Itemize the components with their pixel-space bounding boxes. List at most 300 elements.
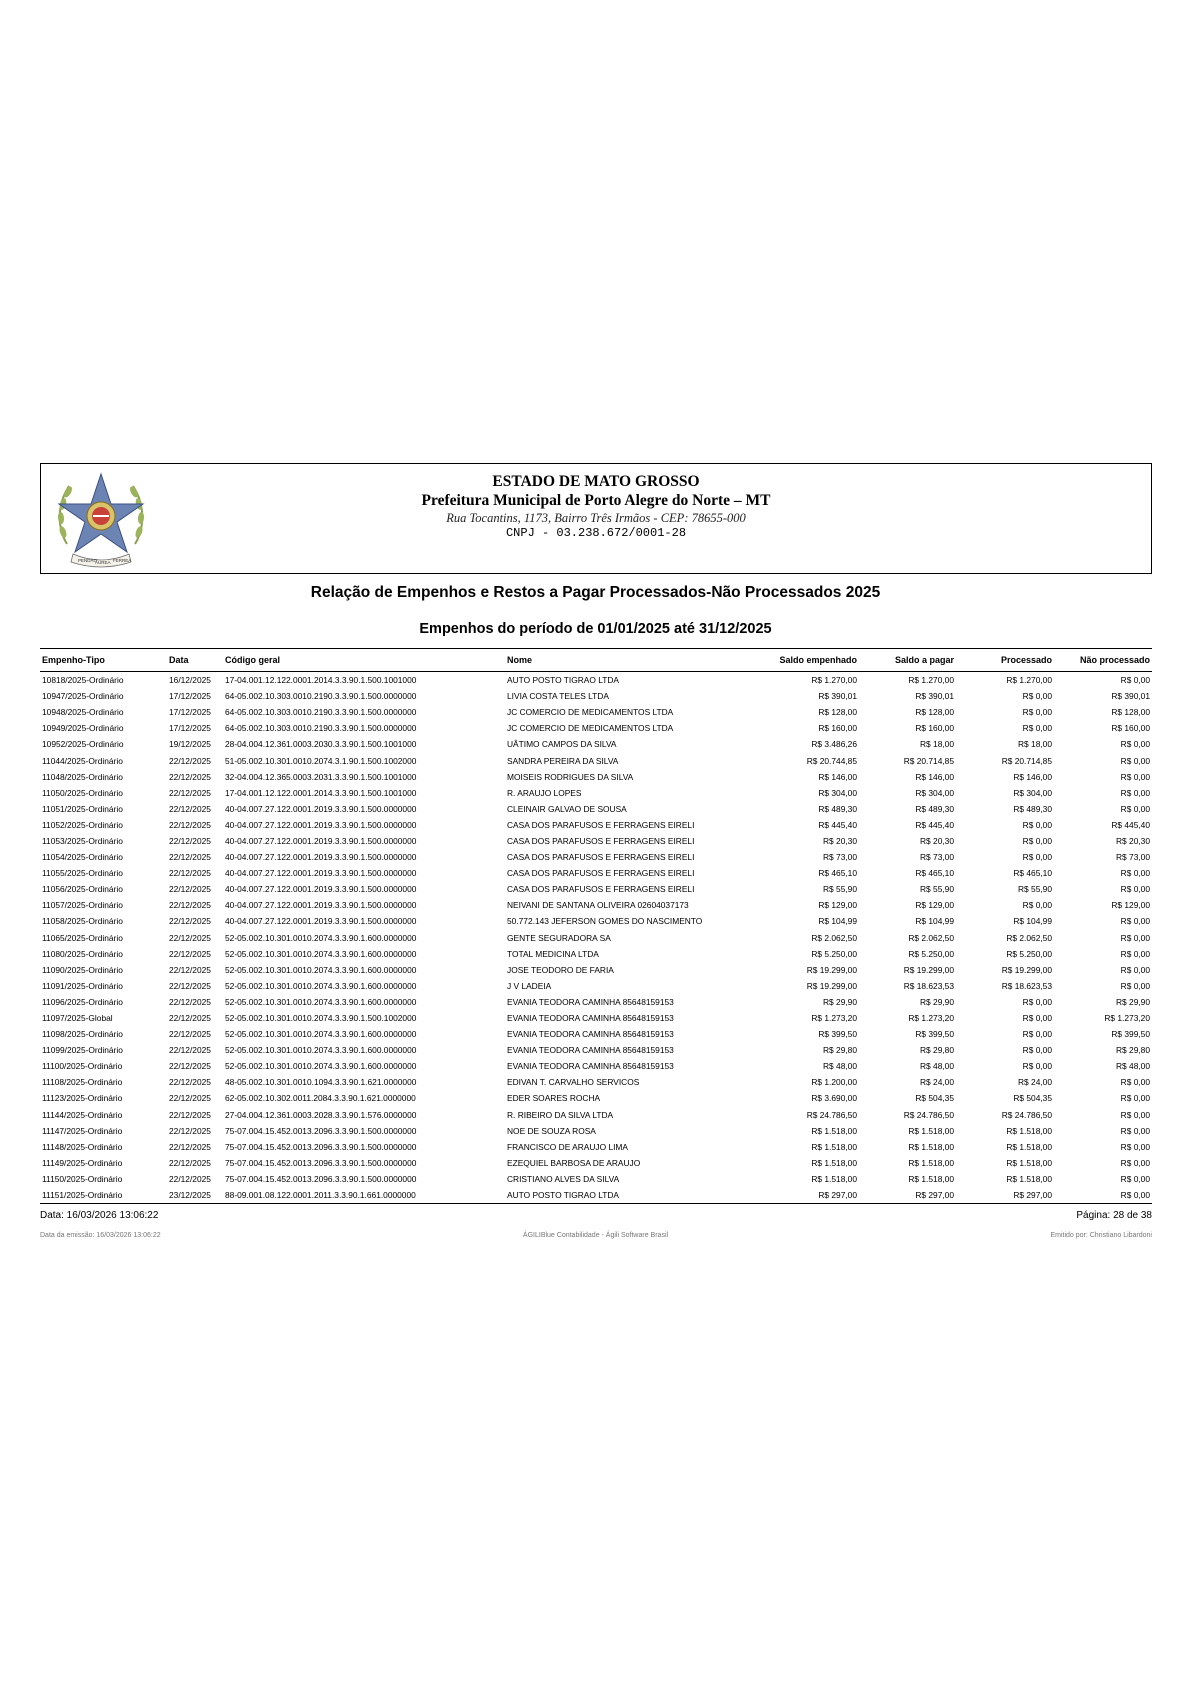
cell-nao-processado: R$ 0,00	[1120, 1093, 1150, 1104]
cell-saldo-empenhado: R$ 465,10	[818, 868, 857, 879]
table-row	[40, 704, 1152, 720]
cell-codigo-geral: 52-05.002.10.301.0010.2074.3.3.90.1.600.0000000	[225, 1029, 417, 1040]
cell-processado: R$ 489,30	[1013, 803, 1052, 814]
table-row	[40, 1026, 1152, 1042]
cell-nome: CASA DOS PARAFUSOS E FERRAGENS EIRELI	[507, 868, 695, 879]
cell-data: 22/12/2025	[169, 900, 211, 911]
cell-saldo-empenhado: R$ 129,00	[818, 900, 857, 911]
cell-data: 22/12/2025	[169, 1013, 211, 1024]
cell-nao-processado: R$ 0,00	[1120, 675, 1150, 686]
cell-saldo-a-pagar: R$ 20.714,85	[903, 755, 954, 766]
cell-nao-processado: R$ 0,00	[1120, 1125, 1150, 1136]
issued-by: Emitido por: Christiano Libardoni	[1050, 1232, 1152, 1239]
cell-codigo-geral: 52-05.002.10.301.0010.2074.3.3.90.1.600.0000000	[225, 964, 417, 975]
cell-nao-processado: R$ 29,90	[1116, 996, 1150, 1007]
cell-codigo-geral: 40-04.007.27.122.0001.2019.3.3.90.1.500.0000000	[225, 900, 417, 911]
cell-codigo-geral: 88-09.001.08.122.0001.2011.3.3.90.1.661.0000000	[223, 1187, 505, 1204]
cell-saldo-a-pagar: R$ 19.299,00	[903, 964, 954, 975]
cell-saldo-empenhado: R$ 2.062,50	[811, 932, 857, 943]
table-row	[40, 994, 1152, 1010]
cell-codigo-geral: 75-07.004.15.452.0013.2096.3.3.90.1.500.0000000	[225, 1141, 417, 1152]
cell-saldo-a-pagar: R$ 104,99	[915, 916, 954, 927]
cell-saldo-a-pagar: R$ 5.250,00	[908, 948, 954, 959]
col-header-codigo-geral: Código geral	[223, 649, 505, 672]
cell-saldo-empenhado: R$ 19.299,00	[806, 980, 857, 991]
table-row	[40, 1107, 1152, 1123]
cell-empenho-tipo: 11123/2025-Ordinário	[42, 1093, 123, 1104]
cell-data: 22/12/2025	[169, 1109, 211, 1120]
cell-processado: R$ 297,00	[956, 1187, 1054, 1204]
table-row	[40, 1042, 1152, 1058]
cell-saldo-empenhado: R$ 1.518,00	[811, 1141, 857, 1152]
cell-empenho-tipo: 11057/2025-Ordinário	[42, 900, 123, 911]
cell-empenho-tipo: 10818/2025-Ordinário	[42, 675, 124, 686]
cell-saldo-empenhado: R$ 1.518,00	[811, 1157, 857, 1168]
col-header-saldo-empenhado: Saldo empenhado	[755, 649, 859, 672]
cell-saldo-a-pagar: R$ 18.623,53	[903, 980, 954, 991]
cell-saldo-empenhado: R$ 297,00	[755, 1187, 859, 1204]
cell-codigo-geral: 52-05.002.10.301.0010.2074.3.3.90.1.500.1002000	[225, 1013, 417, 1024]
cell-codigo-geral: 75-07.004.15.452.0013.2096.3.3.90.1.500.0000000	[225, 1157, 417, 1168]
cell-saldo-a-pagar: R$ 18,00	[920, 739, 954, 750]
cell-nome: SANDRA PEREIRA DA SILVA	[507, 755, 619, 766]
cell-codigo-geral: 62-05.002.10.302.0011.2084.3.3.90.1.621.0000000	[225, 1093, 416, 1104]
cell-nome: CASA DOS PARAFUSOS E FERRAGENS EIRELI	[507, 819, 695, 830]
cell-data: 19/12/2025	[169, 739, 211, 750]
cell-nome: R. RIBEIRO DA SILVA LTDA	[507, 1109, 614, 1120]
cell-codigo-geral: 28-04.004.12.361.0003.2030.3.3.90.1.500.1001000	[225, 739, 417, 750]
cell-saldo-a-pagar: R$ 146,00	[915, 771, 954, 782]
cell-processado: R$ 18.623,53	[1001, 980, 1052, 991]
cell-saldo-empenhado: R$ 390,01	[818, 691, 857, 702]
cell-nao-processado: R$ 20,30	[1116, 835, 1150, 846]
cell-codigo-geral: 52-05.002.10.301.0010.2074.3.3.90.1.600.0000000	[225, 948, 417, 959]
cell-nome: FRANCISCO DE ARAUJO LIMA	[507, 1141, 628, 1152]
cell-nao-processado: R$ 0,00	[1054, 1187, 1152, 1204]
cell-data: 22/12/2025	[169, 852, 211, 863]
cell-nao-processado: R$ 0,00	[1120, 739, 1150, 750]
cell-nao-processado: R$ 0,00	[1120, 1173, 1150, 1184]
cell-processado: R$ 1.518,00	[1006, 1157, 1052, 1168]
cell-nome: EVANIA TEODORA CAMINHA 85648159153	[507, 1029, 674, 1040]
cell-empenho-tipo: 11096/2025-Ordinário	[42, 996, 123, 1007]
cell-nao-processado: R$ 0,00	[1120, 916, 1150, 927]
cell-codigo-geral: 52-05.002.10.301.0010.2074.3.3.90.1.600.0000000	[225, 932, 417, 943]
cell-empenho-tipo: 11091/2025-Ordinário	[42, 980, 123, 991]
cell-codigo-geral: 40-04.007.27.122.0001.2019.3.3.90.1.500.0000000	[225, 916, 417, 927]
cell-empenho-tipo: 11080/2025-Ordinário	[42, 948, 123, 959]
cell-nao-processado: R$ 0,00	[1120, 787, 1150, 798]
cell-nao-processado: R$ 0,00	[1120, 964, 1150, 975]
table-header-row	[40, 649, 1152, 672]
cell-saldo-empenhado: R$ 104,99	[818, 916, 857, 927]
cell-nome: EVANIA TEODORA CAMINHA 85648159153	[507, 996, 674, 1007]
cell-empenho-tipo: 11098/2025-Ordinário	[42, 1029, 123, 1040]
emission-date: Data da emissão: 16/03/2026 13:06:22	[40, 1232, 161, 1239]
cell-processado: R$ 24.786,50	[1001, 1109, 1052, 1120]
cell-codigo-geral: 17-04.001.12.122.0001.2014.3.3.90.1.500.1001000	[225, 787, 417, 798]
cell-nao-processado: R$ 48,00	[1116, 1061, 1150, 1072]
prefecture-cnpj: CNPJ - 03.238.672/0001-28	[505, 526, 687, 540]
table-row	[40, 1010, 1152, 1026]
cell-data: 22/12/2025	[169, 787, 211, 798]
table-row	[40, 1187, 1152, 1204]
cell-data: 22/12/2025	[169, 948, 211, 959]
col-header-saldo-a-pagar: Saldo a pagar	[859, 649, 956, 672]
cell-data: 23/12/2025	[167, 1187, 223, 1204]
cell-data: 22/12/2025	[169, 932, 211, 943]
footer-date: Data: 16/03/2026 13:06:22	[40, 1210, 159, 1221]
cell-nome: 50.772.143 JEFERSON GOMES DO NASCIMENTO	[507, 916, 703, 927]
cell-nao-processado: R$ 0,00	[1120, 771, 1150, 782]
cell-nao-processado: R$ 1.273,20	[1104, 1013, 1150, 1024]
cell-empenho-tipo: 11144/2025-Ordinário	[42, 1109, 123, 1120]
table-row	[40, 785, 1152, 801]
cell-codigo-geral: 17-04.001.12.122.0001.2014.3.3.90.1.500.1001000	[225, 675, 417, 686]
table-row	[40, 1123, 1152, 1139]
svg-text:PENDÃO: PENDÃO	[78, 558, 98, 563]
cell-processado: R$ 0,00	[1022, 723, 1052, 734]
cell-data: 22/12/2025	[169, 1141, 211, 1152]
table-row	[40, 1139, 1152, 1155]
cell-codigo-geral: 64-05.002.10.303.0010.2190.3.3.90.1.500.0000000	[225, 691, 417, 702]
cell-processado: R$ 19.299,00	[1001, 964, 1052, 975]
cell-empenho-tipo: 11054/2025-Ordinário	[42, 852, 123, 863]
cell-codigo-geral: 75-07.004.15.452.0013.2096.3.3.90.1.500.0000000	[225, 1125, 417, 1136]
cell-processado: R$ 0,00	[1022, 1013, 1052, 1024]
table-row	[40, 849, 1152, 865]
table-row	[40, 897, 1152, 913]
table-row	[40, 817, 1152, 833]
empenhos-table	[40, 648, 1152, 1204]
cell-saldo-a-pagar: R$ 1.270,00	[908, 675, 954, 686]
cell-saldo-a-pagar: R$ 489,30	[915, 803, 954, 814]
cell-saldo-a-pagar: R$ 304,00	[915, 787, 954, 798]
state-name: ESTADO DE MATO GROSSO	[492, 473, 700, 490]
cell-empenho-tipo: 10947/2025-Ordinário	[42, 691, 124, 702]
table-row	[40, 978, 1152, 994]
cell-saldo-a-pagar: R$ 24.786,50	[903, 1109, 954, 1120]
cell-processado: R$ 20.714,85	[1001, 755, 1052, 766]
cell-data: 17/12/2025	[169, 707, 211, 718]
cell-codigo-geral: 52-05.002.10.301.0010.2074.3.3.90.1.600.0000000	[225, 1045, 417, 1056]
cell-processado: R$ 504,35	[1013, 1093, 1052, 1104]
cell-nome: EVANIA TEODORA CAMINHA 85648159153	[507, 1061, 674, 1072]
cell-empenho-tipo: 11051/2025-Ordinário	[42, 803, 123, 814]
cell-saldo-a-pagar: R$ 129,00	[915, 900, 954, 911]
table-row	[40, 720, 1152, 736]
cell-empenho-tipo: 11147/2025-Ordinário	[42, 1125, 123, 1136]
cell-nome: CASA DOS PARAFUSOS E FERRAGENS EIRELI	[507, 884, 695, 895]
cell-saldo-empenhado: R$ 19.299,00	[806, 964, 857, 975]
cell-empenho-tipo: 11044/2025-Ordinário	[42, 755, 123, 766]
cell-data: 22/12/2025	[169, 1045, 211, 1056]
cell-saldo-empenhado: R$ 1.200,00	[811, 1077, 857, 1088]
cell-saldo-a-pagar: R$ 160,00	[915, 723, 954, 734]
cell-saldo-empenhado: R$ 1.518,00	[811, 1125, 857, 1136]
cell-saldo-empenhado: R$ 1.518,00	[811, 1173, 857, 1184]
col-header-processado: Processado	[956, 649, 1054, 672]
cell-empenho-tipo: 11099/2025-Ordinário	[42, 1045, 123, 1056]
software-credit: ÁGILIBlue Contabilidade - Ágili Software Brasil	[522, 1232, 669, 1239]
table-row	[40, 833, 1152, 849]
cell-nome: JC COMERCIO DE MEDICAMENTOS LTDA	[507, 707, 674, 718]
cell-empenho-tipo: 11100/2025-Ordinário	[42, 1061, 123, 1072]
cell-empenho-tipo: 11052/2025-Ordinário	[42, 819, 123, 830]
cell-data: 22/12/2025	[169, 1029, 211, 1040]
table-row	[40, 1074, 1152, 1090]
cell-saldo-a-pagar: R$ 445,40	[915, 819, 954, 830]
cell-nome: TOTAL MEDICINA LTDA	[507, 948, 599, 959]
table-row	[40, 736, 1152, 752]
cell-nao-processado: R$ 160,00	[1111, 723, 1150, 734]
cell-nome: CASA DOS PARAFUSOS E FERRAGENS EIRELI	[507, 835, 695, 846]
cell-nao-processado: R$ 129,00	[1111, 900, 1150, 911]
cell-processado: R$ 2.062,50	[1006, 932, 1052, 943]
cell-nao-processado: R$ 0,00	[1120, 884, 1150, 895]
cell-processado: R$ 1.518,00	[1006, 1141, 1052, 1152]
cell-saldo-empenhado: R$ 1.273,20	[811, 1013, 857, 1024]
cell-data: 22/12/2025	[169, 884, 211, 895]
cell-processado: R$ 0,00	[1022, 1029, 1052, 1040]
cell-nome: J V LADEIA	[507, 980, 552, 991]
cell-nome: NEIVANI DE SANTANA OLIVEIRA 02604037173	[507, 900, 689, 911]
svg-text:ÁUREA: ÁUREA	[95, 560, 111, 565]
cell-empenho-tipo: 11151/2025-Ordinário	[40, 1187, 167, 1204]
cell-saldo-a-pagar: R$ 24,00	[920, 1077, 954, 1088]
cell-saldo-empenhado: R$ 445,40	[818, 819, 857, 830]
cell-saldo-empenhado: R$ 3.486,26	[811, 739, 857, 750]
cell-codigo-geral: 52-05.002.10.301.0010.2074.3.3.90.1.600.0000000	[225, 996, 417, 1007]
cell-nao-processado: R$ 0,00	[1120, 868, 1150, 879]
cell-data: 22/12/2025	[169, 1093, 211, 1104]
col-header-data: Data	[167, 649, 223, 672]
cell-saldo-a-pagar: R$ 465,10	[915, 868, 954, 879]
cell-empenho-tipo: 11055/2025-Ordinário	[42, 868, 123, 879]
cell-processado: R$ 304,00	[1013, 787, 1052, 798]
cell-data: 22/12/2025	[169, 803, 211, 814]
cell-saldo-a-pagar: R$ 29,80	[920, 1045, 954, 1056]
cell-nao-processado: R$ 0,00	[1120, 1157, 1150, 1168]
cell-empenho-tipo: 11048/2025-Ordinário	[42, 771, 123, 782]
cell-processado: R$ 0,00	[1022, 691, 1052, 702]
cell-saldo-a-pagar: R$ 1.518,00	[908, 1173, 954, 1184]
cell-empenho-tipo: 11097/2025-Global	[42, 1013, 113, 1024]
cell-data: 17/12/2025	[169, 691, 211, 702]
table-row	[40, 769, 1152, 785]
cell-empenho-tipo: 10948/2025-Ordinário	[42, 707, 124, 718]
cell-data: 22/12/2025	[169, 755, 211, 766]
cell-saldo-a-pagar: R$ 55,90	[920, 884, 954, 895]
cell-saldo-empenhado: R$ 489,30	[818, 803, 857, 814]
prefecture-address: Rua Tocantins, 1173, Bairro Três Irmãos - CEP: 78655-000	[446, 511, 746, 525]
cell-nome: UÂTIMO CAMPOS DA SILVA	[507, 739, 617, 750]
table-row	[40, 752, 1152, 768]
col-header-nome: Nome	[505, 649, 755, 672]
cell-empenho-tipo: 11058/2025-Ordinário	[42, 916, 123, 927]
cell-saldo-empenhado: R$ 29,90	[823, 996, 857, 1007]
cell-codigo-geral: 40-04.007.27.122.0001.2019.3.3.90.1.500.0000000	[225, 819, 417, 830]
cell-nao-processado: R$ 0,00	[1120, 1077, 1150, 1088]
cell-saldo-a-pagar: R$ 1.518,00	[908, 1141, 954, 1152]
cell-processado: R$ 104,99	[1013, 916, 1052, 927]
table-row	[40, 1090, 1152, 1106]
cell-processado: R$ 146,00	[1013, 771, 1052, 782]
cell-nao-processado: R$ 0,00	[1120, 980, 1150, 991]
cell-saldo-a-pagar: R$ 399,50	[915, 1029, 954, 1040]
cell-codigo-geral: 27-04.004.12.361.0003.2028.3.3.90.1.576.0000000	[225, 1109, 417, 1120]
cell-saldo-empenhado: R$ 399,50	[818, 1029, 857, 1040]
cell-processado: R$ 18,00	[1018, 739, 1052, 750]
cell-processado: R$ 24,00	[1018, 1077, 1052, 1088]
cell-codigo-geral: 32-04.004.12.365.0003.2031.3.3.90.1.500.1001000	[225, 771, 417, 782]
cell-saldo-empenhado: R$ 29,80	[823, 1045, 857, 1056]
report-period: Empenhos do período de 01/01/2025 até 31/12/2025	[419, 621, 772, 637]
cell-saldo-empenhado: R$ 3.690,00	[811, 1093, 857, 1104]
cell-processado: R$ 55,90	[1018, 884, 1052, 895]
cell-data: 22/12/2025	[169, 980, 211, 991]
cell-saldo-empenhado: R$ 128,00	[818, 707, 857, 718]
cell-nao-processado: R$ 0,00	[1120, 755, 1150, 766]
cell-codigo-geral: 40-04.007.27.122.0001.2019.3.3.90.1.500.0000000	[225, 803, 417, 814]
cell-nome: CRISTIANO ALVES DA SILVA	[507, 1173, 620, 1184]
cell-nome: CASA DOS PARAFUSOS E FERRAGENS EIRELI	[507, 852, 695, 863]
cell-empenho-tipo: 10952/2025-Ordinário	[42, 739, 124, 750]
table-row	[40, 688, 1152, 704]
cell-saldo-a-pagar: R$ 73,00	[920, 852, 954, 863]
cell-empenho-tipo: 11065/2025-Ordinário	[42, 932, 123, 943]
cell-saldo-a-pagar: R$ 504,35	[915, 1093, 954, 1104]
cell-saldo-a-pagar: R$ 29,90	[920, 996, 954, 1007]
cell-saldo-a-pagar: R$ 48,00	[920, 1061, 954, 1072]
cell-codigo-geral: 40-04.007.27.122.0001.2019.3.3.90.1.500.0000000	[225, 868, 417, 879]
cell-empenho-tipo: 11108/2025-Ordinário	[42, 1077, 123, 1088]
cell-processado: R$ 1.518,00	[1006, 1125, 1052, 1136]
cell-data: 22/12/2025	[169, 771, 211, 782]
cell-nao-processado: R$ 128,00	[1111, 707, 1150, 718]
cell-processado: R$ 0,00	[1022, 1061, 1052, 1072]
cell-saldo-empenhado: R$ 5.250,00	[811, 948, 857, 959]
cell-processado: R$ 0,00	[1022, 835, 1052, 846]
cell-data: 22/12/2025	[169, 996, 211, 1007]
cell-codigo-geral: 40-04.007.27.122.0001.2019.3.3.90.1.500.0000000	[225, 884, 417, 895]
cell-processado: R$ 0,00	[1022, 852, 1052, 863]
prefecture-name: Prefeitura Municipal de Porto Alegre do Norte – MT	[421, 492, 771, 509]
cell-processado: R$ 0,00	[1022, 900, 1052, 911]
table-row	[40, 962, 1152, 978]
cell-empenho-tipo: 11150/2025-Ordinário	[42, 1173, 123, 1184]
cell-empenho-tipo: 11056/2025-Ordinário	[42, 884, 123, 895]
cell-data: 22/12/2025	[169, 868, 211, 879]
cell-saldo-a-pagar: R$ 128,00	[915, 707, 954, 718]
cell-nome: CLEINAIR GALVAO DE SOUSA	[507, 803, 627, 814]
cell-codigo-geral: 40-04.007.27.122.0001.2019.3.3.90.1.500.0000000	[225, 835, 417, 846]
table-row	[40, 1171, 1152, 1187]
cell-nao-processado: R$ 0,00	[1120, 948, 1150, 959]
document-header	[40, 463, 1152, 574]
cell-saldo-a-pagar: R$ 1.518,00	[908, 1157, 954, 1168]
cell-data: 16/12/2025	[169, 675, 211, 686]
cell-nome: NOE DE SOUZA ROSA	[507, 1125, 596, 1136]
cell-data: 17/12/2025	[169, 723, 211, 734]
cell-data: 22/12/2025	[169, 1077, 211, 1088]
cell-nao-processado: R$ 73,00	[1116, 852, 1150, 863]
col-header-nao-processado: Não processado	[1054, 649, 1152, 672]
cell-codigo-geral: 64-05.002.10.303.0010.2190.3.3.90.1.500.0000000	[225, 707, 417, 718]
table-row	[40, 1155, 1152, 1171]
header-text-block	[41, 472, 1151, 541]
cell-saldo-empenhado: R$ 48,00	[823, 1061, 857, 1072]
cell-saldo-empenhado: R$ 55,90	[823, 884, 857, 895]
cell-saldo-empenhado: R$ 1.270,00	[811, 675, 857, 686]
cell-nome: EVANIA TEODORA CAMINHA 85648159153	[507, 1013, 674, 1024]
cell-codigo-geral: 51-05.002.10.301.0010.2074.3.1.90.1.500.1002000	[225, 755, 417, 766]
cell-saldo-a-pagar: R$ 1.518,00	[908, 1125, 954, 1136]
cell-saldo-a-pagar: R$ 297,00	[859, 1187, 956, 1204]
cell-data: 22/12/2025	[169, 835, 211, 846]
table-row	[40, 865, 1152, 881]
report-title: Relação de Empenhos e Restos a Pagar Processados-Não Processados 2025	[310, 584, 881, 601]
cell-codigo-geral: 75-07.004.15.452.0013.2096.3.3.90.1.500.0000000	[225, 1173, 417, 1184]
cell-codigo-geral: 40-04.007.27.122.0001.2019.3.3.90.1.500.0000000	[225, 852, 417, 863]
cell-saldo-empenhado: R$ 73,00	[823, 852, 857, 863]
cell-saldo-empenhado: R$ 304,00	[818, 787, 857, 798]
cell-processado: R$ 1.270,00	[1006, 675, 1052, 686]
cell-processado: R$ 5.250,00	[1006, 948, 1052, 959]
cell-processado: R$ 0,00	[1022, 996, 1052, 1007]
cell-codigo-geral: 64-05.002.10.303.0010.2190.3.3.90.1.500.0000000	[225, 723, 417, 734]
cell-nome: LIVIA COSTA TELES LTDA	[507, 691, 609, 702]
cell-empenho-tipo: 11149/2025-Ordinário	[42, 1157, 123, 1168]
cell-saldo-empenhado: R$ 20,30	[823, 835, 857, 846]
cell-nao-processado: R$ 399,50	[1111, 1029, 1150, 1040]
table-row	[40, 881, 1152, 897]
table-row	[40, 913, 1152, 929]
cell-nome: R. ARAUJO LOPES	[507, 787, 582, 798]
cell-nome: AUTO POSTO TIGRAO LTDA	[505, 1187, 755, 1204]
cell-nome: EDIVAN T. CARVALHO SERVICOS	[507, 1077, 640, 1088]
cell-nome: AUTO POSTO TIGRAO LTDA	[507, 675, 619, 686]
cell-nao-processado: R$ 445,40	[1111, 819, 1150, 830]
cell-saldo-empenhado: R$ 146,00	[818, 771, 857, 782]
cell-nome: MOISEIS RODRIGUES DA SILVA	[507, 771, 634, 782]
cell-nome: EZEQUIEL BARBOSA DE ARAUJO	[507, 1157, 641, 1168]
cell-processado: R$ 465,10	[1013, 868, 1052, 879]
cell-nao-processado: R$ 29,80	[1116, 1045, 1150, 1056]
cell-processado: R$ 0,00	[1022, 1045, 1052, 1056]
cell-nao-processado: R$ 0,00	[1120, 803, 1150, 814]
cell-data: 22/12/2025	[169, 819, 211, 830]
table-row	[40, 672, 1152, 689]
cell-nao-processado: R$ 0,00	[1120, 1109, 1150, 1120]
table-row	[40, 1058, 1152, 1074]
table-row	[40, 930, 1152, 946]
cell-empenho-tipo: 11050/2025-Ordinário	[42, 787, 123, 798]
cell-empenho-tipo: 11090/2025-Ordinário	[42, 964, 123, 975]
cell-saldo-a-pagar: R$ 390,01	[915, 691, 954, 702]
svg-text:FERREA: FERREA	[113, 558, 132, 563]
cell-processado: R$ 0,00	[1022, 707, 1052, 718]
cell-empenho-tipo: 11148/2025-Ordinário	[42, 1141, 123, 1152]
cell-empenho-tipo: 11053/2025-Ordinário	[42, 835, 123, 846]
cell-processado: R$ 0,00	[1022, 819, 1052, 830]
cell-nome: EDER SOARES ROCHA	[507, 1093, 601, 1104]
cell-nao-processado: R$ 0,00	[1120, 1141, 1150, 1152]
page-number: Página: 28 de 38	[1076, 1210, 1152, 1221]
cell-saldo-a-pagar: R$ 2.062,50	[908, 932, 954, 943]
cell-processado: R$ 1.518,00	[1006, 1173, 1052, 1184]
cell-nome: JC COMERCIO DE MEDICAMENTOS LTDA	[507, 723, 674, 734]
